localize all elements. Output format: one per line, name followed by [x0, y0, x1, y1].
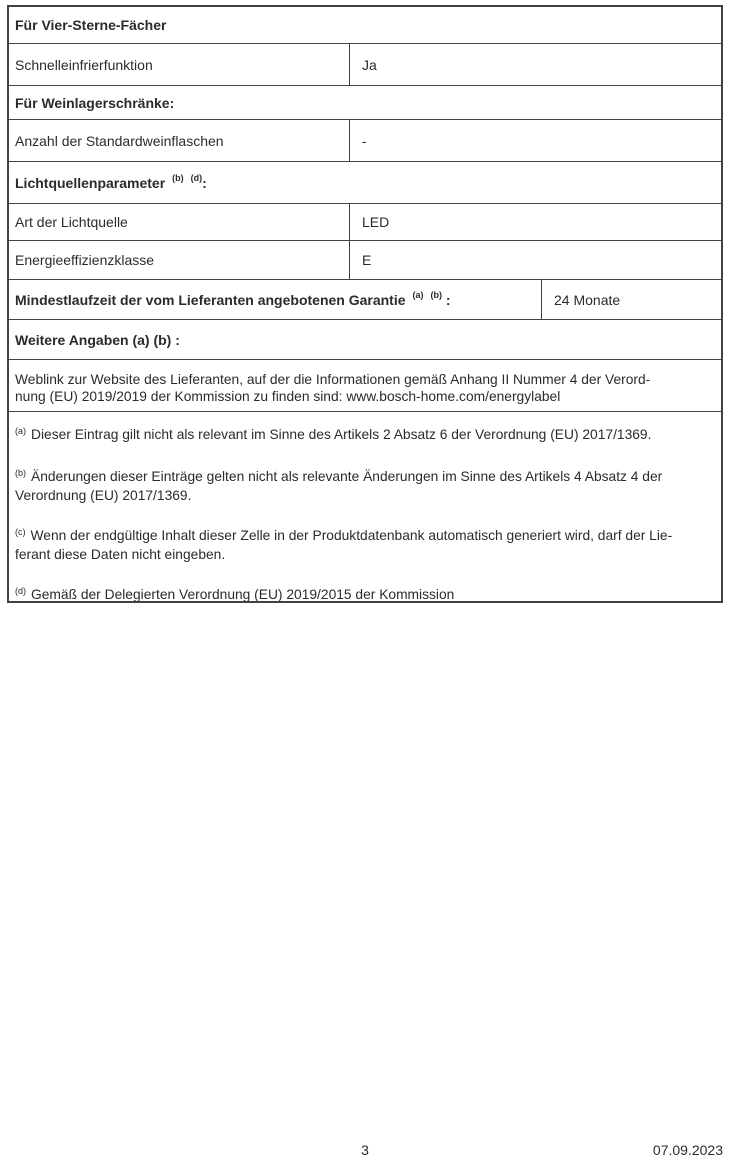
property-value: LED [362, 214, 390, 230]
footnote-marker: (c) [15, 527, 26, 537]
weblink-row [9, 360, 721, 412]
footnote-ref-sup: (d) [190, 172, 203, 183]
header-suffix: : [202, 174, 207, 191]
property-value: 24 Monate [554, 291, 621, 308]
footnotes-cell [9, 412, 721, 601]
footnote-marker: (a) [15, 426, 26, 436]
property-row-energieeffizienzklasse [9, 241, 721, 280]
footnote-ref-sup: (b) [172, 172, 184, 183]
section-header-label: Für Weinlagerschränke: [15, 94, 175, 111]
page-number: 3 [361, 1142, 369, 1158]
property-value: Ja [362, 56, 377, 73]
property-row-standardweinflaschen [9, 120, 721, 162]
product-data-table [7, 5, 723, 603]
paragraph-line: Weblink zur Website des Lieferanten, auf der die Informationen gemäß Anhang II Nummer 4 der Verord- [15, 372, 651, 387]
header-suffix: : [442, 291, 451, 308]
footnote-line: $^{(a)}$ Dieser Eintrag gilt nicht als relevant im Sinne des Artikels 2 Absatz 6 der Verordnung (EU) 2017/1369. [15, 426, 652, 442]
property-label: Schnelleinfrierfunktion [9, 44, 350, 85]
footnote-line: Verordnung (EU) 2017/1369. [15, 488, 192, 503]
property-row-art-der-lichtquelle [9, 204, 721, 241]
section-header-label: Lichtquellenparameter [15, 174, 166, 191]
footnotes-row [9, 412, 721, 601]
footnote-line: ferant diese Daten nicht eingeben. [15, 547, 226, 562]
section-header-label: Weitere Angaben (a) (b) : [15, 331, 180, 348]
weblink-paragraph [9, 360, 721, 411]
property-value: E [362, 252, 372, 268]
property-row-schnelleinfrierfunktion [9, 44, 721, 86]
property-label: Mindestlaufzeit der vom Lieferanten angebotenen Garantie (a) (b) : [9, 280, 542, 319]
section-header-weitere-angaben [9, 320, 721, 360]
property-label: Art der Lichtquelle [9, 204, 350, 240]
document-date: 07.09.2023 [652, 1142, 723, 1158]
footnote-marker: (d) [15, 586, 26, 596]
footnote-d [15, 586, 717, 601]
footnote-b [15, 468, 717, 504]
section-header-weinlagerschraenke [9, 86, 721, 120]
supplier-weblink-url: www.bosch-home.com/energylabel [346, 389, 561, 404]
footnote-line: $^{(d)}$ Gemäß der Delegierten Verordnung (EU) 2019/2015 der Kommission [15, 586, 455, 601]
section-header-lichtquellenparameter [9, 162, 721, 204]
footnote-marker: (b) [15, 468, 26, 478]
property-value: - [362, 132, 367, 149]
footnote-c [15, 527, 717, 563]
page-footer [0, 1142, 750, 1162]
paragraph-line: nung (EU) 2019/2019 der Kommission zu finden sind: www.bosch-home.com/energylabel [15, 389, 561, 404]
footnote-ref-sup: (a) [412, 289, 424, 300]
property-label: Anzahl der Standardweinflaschen [9, 120, 350, 161]
property-label: Energieeffizienzklasse [9, 241, 350, 279]
section-header-label: Für Vier-Sterne-Fächer [15, 17, 167, 33]
footnote-ref-sup: (b) [430, 289, 443, 300]
footnote-line: $^{(b)}$ Änderungen dieser Einträge gelten nicht als relevante Änderungen im Sinne des Artikels 4 Absatz 4 der [15, 468, 663, 484]
footnote-line: $^{(c)}$ Wenn der endgültige Inhalt dieser Zelle in der Produktdatenbank automatisch generiert wird, darf der Lie- [15, 527, 673, 543]
property-row-garantie [9, 280, 721, 320]
footnote-a [15, 426, 717, 445]
section-header-vier-sterne-faecher [9, 7, 721, 44]
